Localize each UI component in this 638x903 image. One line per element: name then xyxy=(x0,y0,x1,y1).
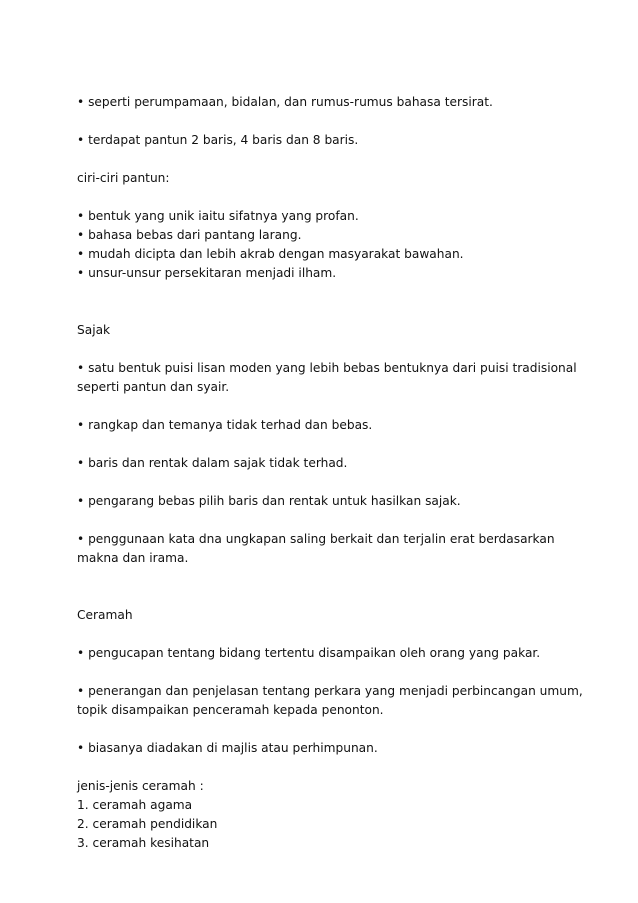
ceramah-heading: Ceramah xyxy=(77,608,133,622)
spacer xyxy=(77,340,577,359)
jenis-list-item: 3. ceramah kesihatan xyxy=(77,836,210,850)
spacer xyxy=(77,625,577,644)
pantun-bullet: • bentuk yang unik iaitu sifatnya yang profan. xyxy=(77,209,359,223)
spacer xyxy=(77,283,577,321)
sajak-bullet: • baris dan rentak dalam sajak tidak terhad. xyxy=(77,456,348,470)
sajak-bullet-continuation: seperti pantun dan syair. xyxy=(77,380,230,394)
pantun-bullet: • unsur-unsur persekitaran menjadi ilham. xyxy=(77,266,337,280)
sajak-bullet: • pengarang bebas pilih baris dan rentak untuk hasilkan sajak. xyxy=(77,494,461,508)
spacer xyxy=(77,150,577,169)
spacer xyxy=(77,112,577,131)
spacer xyxy=(77,568,577,606)
pantun-bullet: • bahasa bebas dari pantang larang. xyxy=(77,228,302,242)
spacer xyxy=(77,758,577,777)
jenis-list-item: 1. ceramah agama xyxy=(77,798,193,812)
intro-bullet: • terdapat pantun 2 baris, 4 baris dan 8 baris. xyxy=(77,133,359,147)
pantun-bullet: • mudah dicipta dan lebih akrab dengan masyarakat bawahan. xyxy=(77,247,464,261)
intro-bullet: • seperti perumpamaan, bidalan, dan rumus-rumus bahasa tersirat. xyxy=(77,95,493,109)
spacer xyxy=(77,663,577,682)
sajak-bullet: • rangkap dan temanya tidak terhad dan bebas. xyxy=(77,418,373,432)
pantun-heading: ciri-ciri pantun: xyxy=(77,171,170,185)
sajak-bullet: • penggunaan kata dna ungkapan saling berkait dan terjalin erat berdasarkan xyxy=(77,532,555,546)
sajak-bullet-continuation: makna dan irama. xyxy=(77,551,189,565)
spacer xyxy=(77,720,577,739)
spacer xyxy=(77,435,577,454)
spacer xyxy=(77,473,577,492)
spacer xyxy=(77,188,577,207)
ceramah-bullet: • pengucapan tentang bidang tertentu disampaikan oleh orang yang pakar. xyxy=(77,646,541,660)
jenis-list-item: 2. ceramah pendidikan xyxy=(77,817,218,831)
sajak-heading: Sajak xyxy=(77,323,111,337)
document-body xyxy=(77,93,583,853)
ceramah-bullet: • biasanya diadakan di majlis atau perhimpunan. xyxy=(77,741,378,755)
sajak-bullet: • satu bentuk puisi lisan moden yang lebih bebas bentuknya dari puisi tradisional xyxy=(77,361,577,375)
spacer xyxy=(77,511,577,530)
ceramah-bullet-continuation: topik disampaikan penceramah kepada penonton. xyxy=(77,703,384,717)
spacer xyxy=(77,397,577,416)
jenis-heading: jenis-jenis ceramah : xyxy=(77,779,204,793)
ceramah-bullet: • penerangan dan penjelasan tentang perkara yang menjadi perbincangan umum, xyxy=(77,684,583,698)
